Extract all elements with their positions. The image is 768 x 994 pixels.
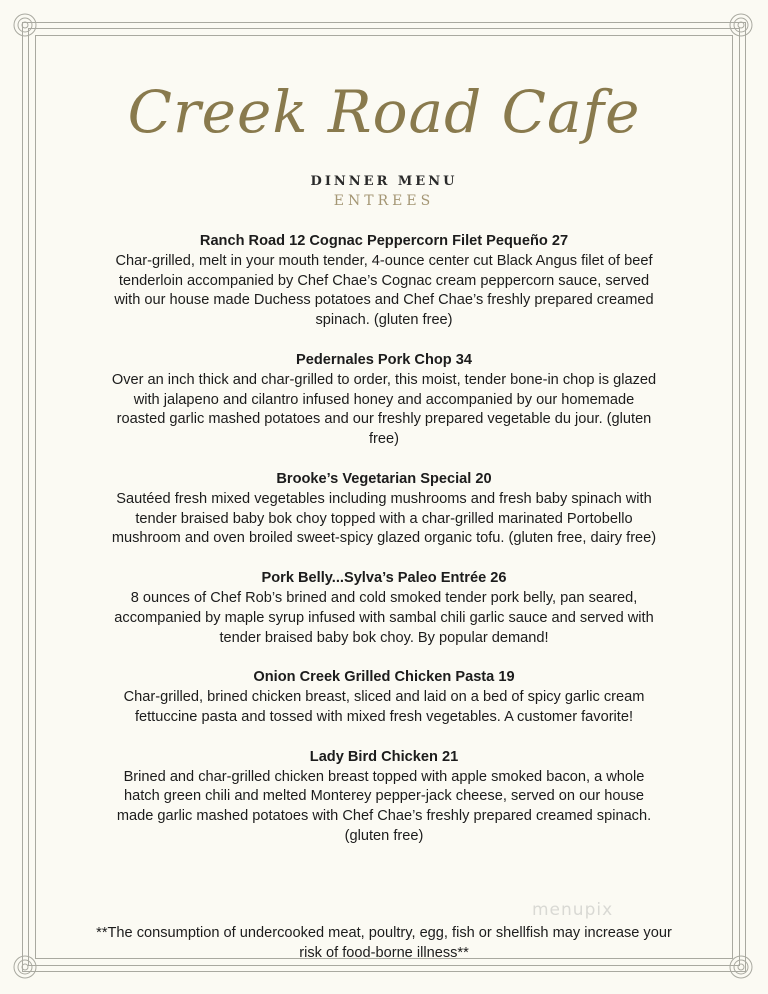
menu-item: [108, 569, 660, 648]
menu-item-name: Lady Bird Chicken 21: [309, 748, 459, 765]
menu-item-description: Char-grilled, melt in your mouth tender, 4-ounce center cut Black Angus filet of beef tenderloin accompanied by Chef Chae’s Cognac cream peppercorn sauce, served with our house made Duchess potatoes and Chef Chae’s freshly prepared creamed spinach. (gluten free): [114, 252, 654, 329]
menu-item: [108, 668, 660, 727]
corner-ornament-icon: [728, 12, 754, 38]
menu-item-description: Char-grilled, brined chicken breast, sliced and laid on a bed of spicy garlic cream fettuccine pasta and tossed with mixed fresh vegetables. A customer favorite!: [123, 689, 645, 725]
menu-item: [108, 351, 660, 450]
menu-item-name: Onion Creek Grilled Chicken Pasta 19: [253, 669, 515, 686]
menu-item: [108, 232, 660, 331]
menu-item-description: Brined and char-grilled chicken breast topped with apple smoked bacon, a whole hatch green chili and melted Monterey pepper-jack cheese, served on our house made garlic mashed potatoes with Chef Chae’s freshly prepared creamed spinach. (gluten free): [116, 768, 652, 844]
section-heading: ENTREES: [333, 193, 435, 209]
restaurant-title: Creek Road Cafe: [127, 78, 641, 146]
menu-subtitle: DINNER MENU: [310, 174, 458, 189]
menu-item: [108, 748, 660, 847]
menu-item-name: Pedernales Pork Chop 34: [295, 351, 472, 368]
menu-items: [108, 232, 660, 867]
menu-item-name: Ranch Road 12 Cognac Peppercorn Filet Pequeño 27: [199, 233, 569, 249]
menu-item: [108, 470, 660, 549]
watermark-logo: menupix: [532, 900, 614, 920]
menu-item-name: Pork Belly...Sylva’s Paleo Entrée 26: [261, 570, 507, 587]
menu-item-description: Sautéed fresh mixed vegetables including mushrooms and fresh baby spinach with tender braised baby bok choy topped with a char-grilled marinated Portobello mushroom and oven broiled sweet-spicy glazed organic tofu. (gluten free, dairy free): [111, 490, 657, 547]
menu-item-description: 8 ounces of Chef Rob’s brined and cold smoked tender pork belly, pan seared, accompanied by maple syrup infused with sambal chili garlic sauce and served with tender braised baby bok choy. By popular demand!: [114, 589, 654, 646]
menu-item-description: Over an inch thick and char-grilled to order, this moist, tender bone-in chop is glazed with jalapeno and cilantro infused honey and accompanied by our homemade roasted garlic mashed potatoes and our freshly prepared vegetable du jour. (gluten free): [111, 371, 657, 448]
corner-ornament-icon: [728, 954, 754, 980]
corner-ornament-icon: [12, 954, 38, 980]
corner-ornament-icon: [12, 12, 38, 38]
food-safety-warning: **The consumption of undercooked meat, poultry, egg, fish or shellfish may increase your risk of food-borne illness**: [96, 925, 672, 961]
menu-item-name: Brooke’s Vegetarian Special 20: [276, 470, 492, 487]
